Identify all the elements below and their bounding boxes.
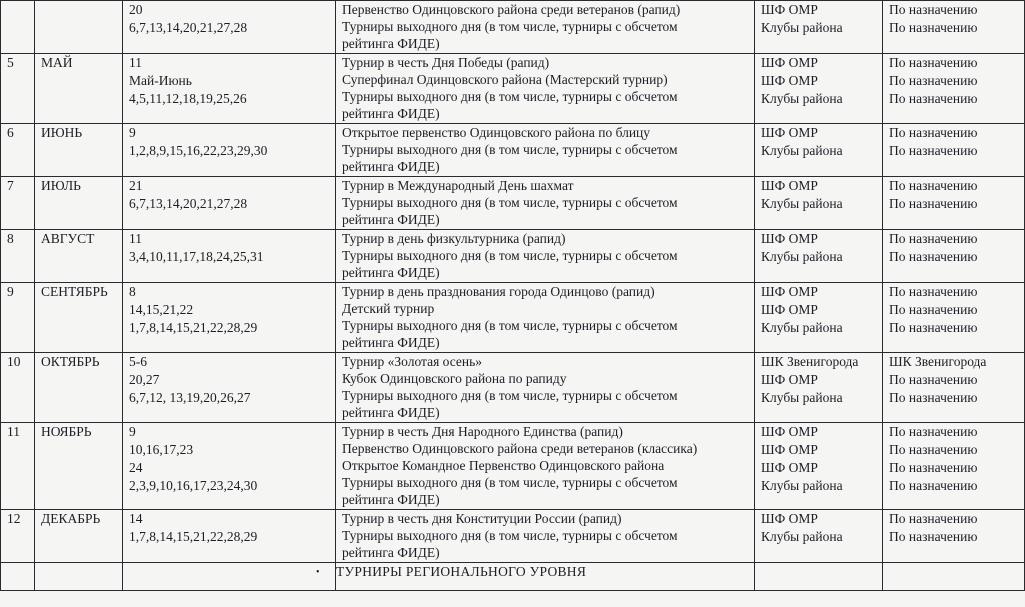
month-name: МАЙ <box>41 55 73 70</box>
event-line: рейтинга ФИДЕ) <box>342 212 440 227</box>
event-line: рейтинга ФИДЕ) <box>342 265 440 280</box>
event-line: Турнир «Золотая осень» <box>342 354 483 369</box>
row-number-cell <box>1 423 35 510</box>
date-line: 1,7,8,14,15,21,22,28,29 <box>129 529 258 544</box>
row-number: 9 <box>7 284 14 299</box>
row-number-cell <box>1 177 35 230</box>
month-cell <box>35 177 123 230</box>
date-line: 5-6 <box>129 354 147 369</box>
venue-line: По назначению <box>889 73 978 88</box>
organizer-line: Клубы района <box>761 529 843 544</box>
event-line: Турниры выходного дня (в том числе, турниры с обсчетом <box>342 475 678 490</box>
date-line: 10,16,17,23 <box>129 442 194 457</box>
organizer-cell <box>755 177 883 230</box>
row-number: 5 <box>7 55 14 70</box>
venue-cell <box>883 177 1025 230</box>
date-line: 6,7,13,14,20,21,27,28 <box>129 196 248 211</box>
row-number-cell <box>1 283 35 353</box>
section-bullet: • <box>316 567 320 578</box>
venue-line: По назначению <box>889 231 978 246</box>
organizer-line: Клубы района <box>761 20 843 35</box>
row-number-cell <box>1 1 35 54</box>
organizer-cell <box>755 283 883 353</box>
dates-cell <box>123 54 336 124</box>
events-cell <box>336 423 755 510</box>
row-number-cell <box>1 230 35 283</box>
row-number-cell <box>1 54 35 124</box>
organizer-cell <box>755 124 883 177</box>
table-row <box>1 54 1025 124</box>
events-cell <box>336 353 755 423</box>
table-row <box>1 1 1025 54</box>
section-cell-num <box>1 563 35 591</box>
event-line: Турниры выходного дня (в том числе, турниры с обсчетом <box>342 19 678 34</box>
venue-line: По назначению <box>889 125 978 140</box>
organizer-line: ШФ ОМР <box>761 178 818 193</box>
dates-cell <box>123 177 336 230</box>
venue-line: По назначению <box>889 442 978 457</box>
event-line: Кубок Одинцовского района по рапиду <box>342 371 567 386</box>
month-name: СЕНТЯБРЬ <box>41 284 108 299</box>
section-cell-org <box>755 563 883 591</box>
month-cell <box>35 423 123 510</box>
date-line: 3,4,10,11,17,18,24,25,31 <box>129 249 264 264</box>
organizer-cell <box>755 54 883 124</box>
venue-line: По назначению <box>889 2 978 17</box>
organizer-line: Клубы района <box>761 390 843 405</box>
section-title: ТУРНИРЫ РЕГИОНАЛЬНОГО УРОВНЯ <box>336 564 587 579</box>
date-line: 21 <box>129 178 143 193</box>
event-line: рейтинга ФИДЕ) <box>342 36 440 51</box>
event-line: Турниры выходного дня (в том числе, турниры с обсчетом <box>342 528 678 543</box>
venue-line: По назначению <box>889 302 978 317</box>
organizer-line: ШФ ОМР <box>761 460 818 475</box>
dates-cell <box>123 1 336 54</box>
month-cell <box>35 353 123 423</box>
date-line: 14,15,21,22 <box>129 302 194 317</box>
date-line: 11 <box>129 231 142 246</box>
venue-line: По назначению <box>889 91 978 106</box>
event-line: Детский турнир <box>342 301 435 316</box>
dates-cell <box>123 283 336 353</box>
table-row <box>1 230 1025 283</box>
row-number-cell <box>1 510 35 563</box>
organizer-line: Клубы района <box>761 478 843 493</box>
organizer-cell <box>755 510 883 563</box>
event-line: Первенство Одинцовского района среди ветеранов (классика) <box>342 441 698 456</box>
venue-cell <box>883 1 1025 54</box>
month-cell <box>35 510 123 563</box>
event-line: Турнир в честь Дня Победы (рапид) <box>342 55 550 70</box>
venue-line: По назначению <box>889 143 978 158</box>
event-line: Открытое Командное Первенство Одинцовского района <box>342 458 665 473</box>
organizer-line: ШФ ОМР <box>761 55 818 70</box>
event-line: Суперфинал Одинцовского района (Мастерский турнир) <box>342 72 668 87</box>
row-number: 10 <box>7 354 21 369</box>
date-line: 2,3,9,10,16,17,23,24,30 <box>129 478 258 493</box>
venue-line: По назначению <box>889 196 978 211</box>
venue-line: По назначению <box>889 284 978 299</box>
row-number-cell <box>1 353 35 423</box>
venue-cell <box>883 353 1025 423</box>
section-cell-month <box>35 563 123 591</box>
venue-line: По назначению <box>889 178 978 193</box>
event-line: Турниры выходного дня (в том числе, турниры с обсчетом <box>342 388 678 403</box>
section-title-cell <box>316 563 755 591</box>
row-number-cell <box>1 124 35 177</box>
event-line: Турнир в Международный День шахмат <box>342 178 574 193</box>
event-line: Турнир в честь дня Конституции России (рапид) <box>342 511 622 526</box>
month-cell <box>35 283 123 353</box>
venue-cell <box>883 510 1025 563</box>
events-cell <box>336 510 755 563</box>
event-line: Турниры выходного дня (в том числе, турниры с обсчетом <box>342 142 678 157</box>
organizer-line: ШФ ОМР <box>761 73 818 88</box>
event-line: рейтинга ФИДЕ) <box>342 545 440 560</box>
date-line: 9 <box>129 125 136 140</box>
venue-line: По назначению <box>889 511 978 526</box>
date-line: 6,7,13,14,20,21,27,28 <box>129 20 248 35</box>
dates-cell <box>123 423 336 510</box>
event-line: Открытое первенство Одинцовского района по блицу <box>342 125 651 140</box>
organizer-line: ШФ ОМР <box>761 125 818 140</box>
venue-line: По назначению <box>889 249 978 264</box>
organizer-line: ШК Звенигорода <box>761 354 859 369</box>
event-line: Турниры выходного дня (в том числе, турниры с обсчетом <box>342 89 678 104</box>
organizer-line: ШФ ОМР <box>761 284 818 299</box>
row-number: 8 <box>7 231 14 246</box>
event-line: Турниры выходного дня (в том числе, турниры с обсчетом <box>342 195 678 210</box>
table-row <box>1 353 1025 423</box>
organizer-line: Клубы района <box>761 196 843 211</box>
venue-line: По назначению <box>889 55 978 70</box>
venue-cell <box>883 230 1025 283</box>
date-line: 4,5,11,12,18,19,25,26 <box>129 91 247 106</box>
venue-line: По назначению <box>889 424 978 439</box>
table-row <box>1 510 1025 563</box>
month-name: НОЯБРЬ <box>41 424 92 439</box>
month-cell <box>35 230 123 283</box>
row-number: 7 <box>7 178 14 193</box>
organizer-cell <box>755 1 883 54</box>
event-line: рейтинга ФИДЕ) <box>342 159 440 174</box>
venue-cell <box>883 54 1025 124</box>
date-line: Май-Июнь <box>129 73 192 88</box>
date-line: 1,2,8,9,15,16,22,23,29,30 <box>129 143 268 158</box>
table-row <box>1 283 1025 353</box>
dates-cell <box>123 510 336 563</box>
dates-cell <box>123 124 336 177</box>
date-line: 6,7,12, 13,19,20,26,27 <box>129 390 251 405</box>
table-row <box>1 124 1025 177</box>
date-line: 8 <box>129 284 136 299</box>
dates-cell <box>123 353 336 423</box>
month-cell <box>35 124 123 177</box>
venue-line: По назначению <box>889 390 978 405</box>
events-cell <box>336 283 755 353</box>
organizer-line: ШФ ОМР <box>761 302 818 317</box>
event-line: рейтинга ФИДЕ) <box>342 405 440 420</box>
row-number: 12 <box>7 511 21 526</box>
event-line: Турнир в честь Дня Народного Единства (рапид) <box>342 424 623 439</box>
date-line: 20,27 <box>129 372 160 387</box>
venue-cell <box>883 283 1025 353</box>
section-cell-place <box>883 563 1025 591</box>
event-line: рейтинга ФИДЕ) <box>342 106 440 121</box>
events-cell <box>336 230 755 283</box>
venue-cell <box>883 124 1025 177</box>
dates-cell <box>123 230 336 283</box>
row-number <box>7 2 30 20</box>
events-cell <box>336 1 755 54</box>
table-row <box>1 177 1025 230</box>
organizer-line: ШФ ОМР <box>761 424 818 439</box>
event-line: Турнир в день физкультурника (рапид) <box>342 231 566 246</box>
venue-line: ШК Звенигорода <box>889 354 987 369</box>
event-line: рейтинга ФИДЕ) <box>342 335 440 350</box>
organizer-line: Клубы района <box>761 320 843 335</box>
event-line: Турниры выходного дня (в том числе, турниры с обсчетом <box>342 318 678 333</box>
events-cell <box>336 54 755 124</box>
venue-line: По назначению <box>889 320 978 335</box>
date-line: 14 <box>129 511 143 526</box>
date-line: 1,7,8,14,15,21,22,28,29 <box>129 320 258 335</box>
month-name: ОКТЯБРЬ <box>41 354 100 369</box>
event-line: Турниры выходного дня (в том числе, турниры с обсчетом <box>342 248 678 263</box>
row-number: 11 <box>7 424 20 439</box>
section-row <box>1 563 1025 591</box>
venue-line: По назначению <box>889 20 978 35</box>
date-line: 11 <box>129 55 142 70</box>
date-line: 20 <box>129 2 143 17</box>
event-line: рейтинга ФИДЕ) <box>342 492 440 507</box>
section-cell-dates <box>123 563 336 591</box>
organizer-line: ШФ ОМР <box>761 372 818 387</box>
month-cell <box>35 54 123 124</box>
venue-line: По назначению <box>889 372 978 387</box>
venue-cell <box>883 423 1025 510</box>
month-name: ИЮНЬ <box>41 125 83 140</box>
date-line: 24 <box>129 460 143 475</box>
month-name <box>41 2 118 20</box>
organizer-line: ШФ ОМР <box>761 231 818 246</box>
event-line: Турнир в день празднования города Одинцово (рапид) <box>342 284 655 299</box>
organizer-cell <box>755 353 883 423</box>
venue-line: По назначению <box>889 460 978 475</box>
month-name: АВГУСТ <box>41 231 95 246</box>
organizer-line: Клубы района <box>761 249 843 264</box>
event-line: Первенство Одинцовского района среди ветеранов (рапид) <box>342 2 681 17</box>
month-name: ДЕКАБРЬ <box>41 511 101 526</box>
organizer-line: ШФ ОМР <box>761 442 818 457</box>
row-number: 6 <box>7 125 14 140</box>
events-cell <box>336 177 755 230</box>
organizer-line: Клубы района <box>761 143 843 158</box>
organizer-cell <box>755 423 883 510</box>
organizer-line: Клубы района <box>761 91 843 106</box>
month-cell <box>35 1 123 54</box>
venue-line: По назначению <box>889 529 978 544</box>
venue-line: По назначению <box>889 478 978 493</box>
schedule-body <box>1 1 1025 563</box>
organizer-line: ШФ ОМР <box>761 2 818 17</box>
organizer-cell <box>755 230 883 283</box>
organizer-line: ШФ ОМР <box>761 511 818 526</box>
month-name: ИЮЛЬ <box>41 178 81 193</box>
table-row <box>1 423 1025 510</box>
date-line: 9 <box>129 424 136 439</box>
events-cell <box>336 124 755 177</box>
